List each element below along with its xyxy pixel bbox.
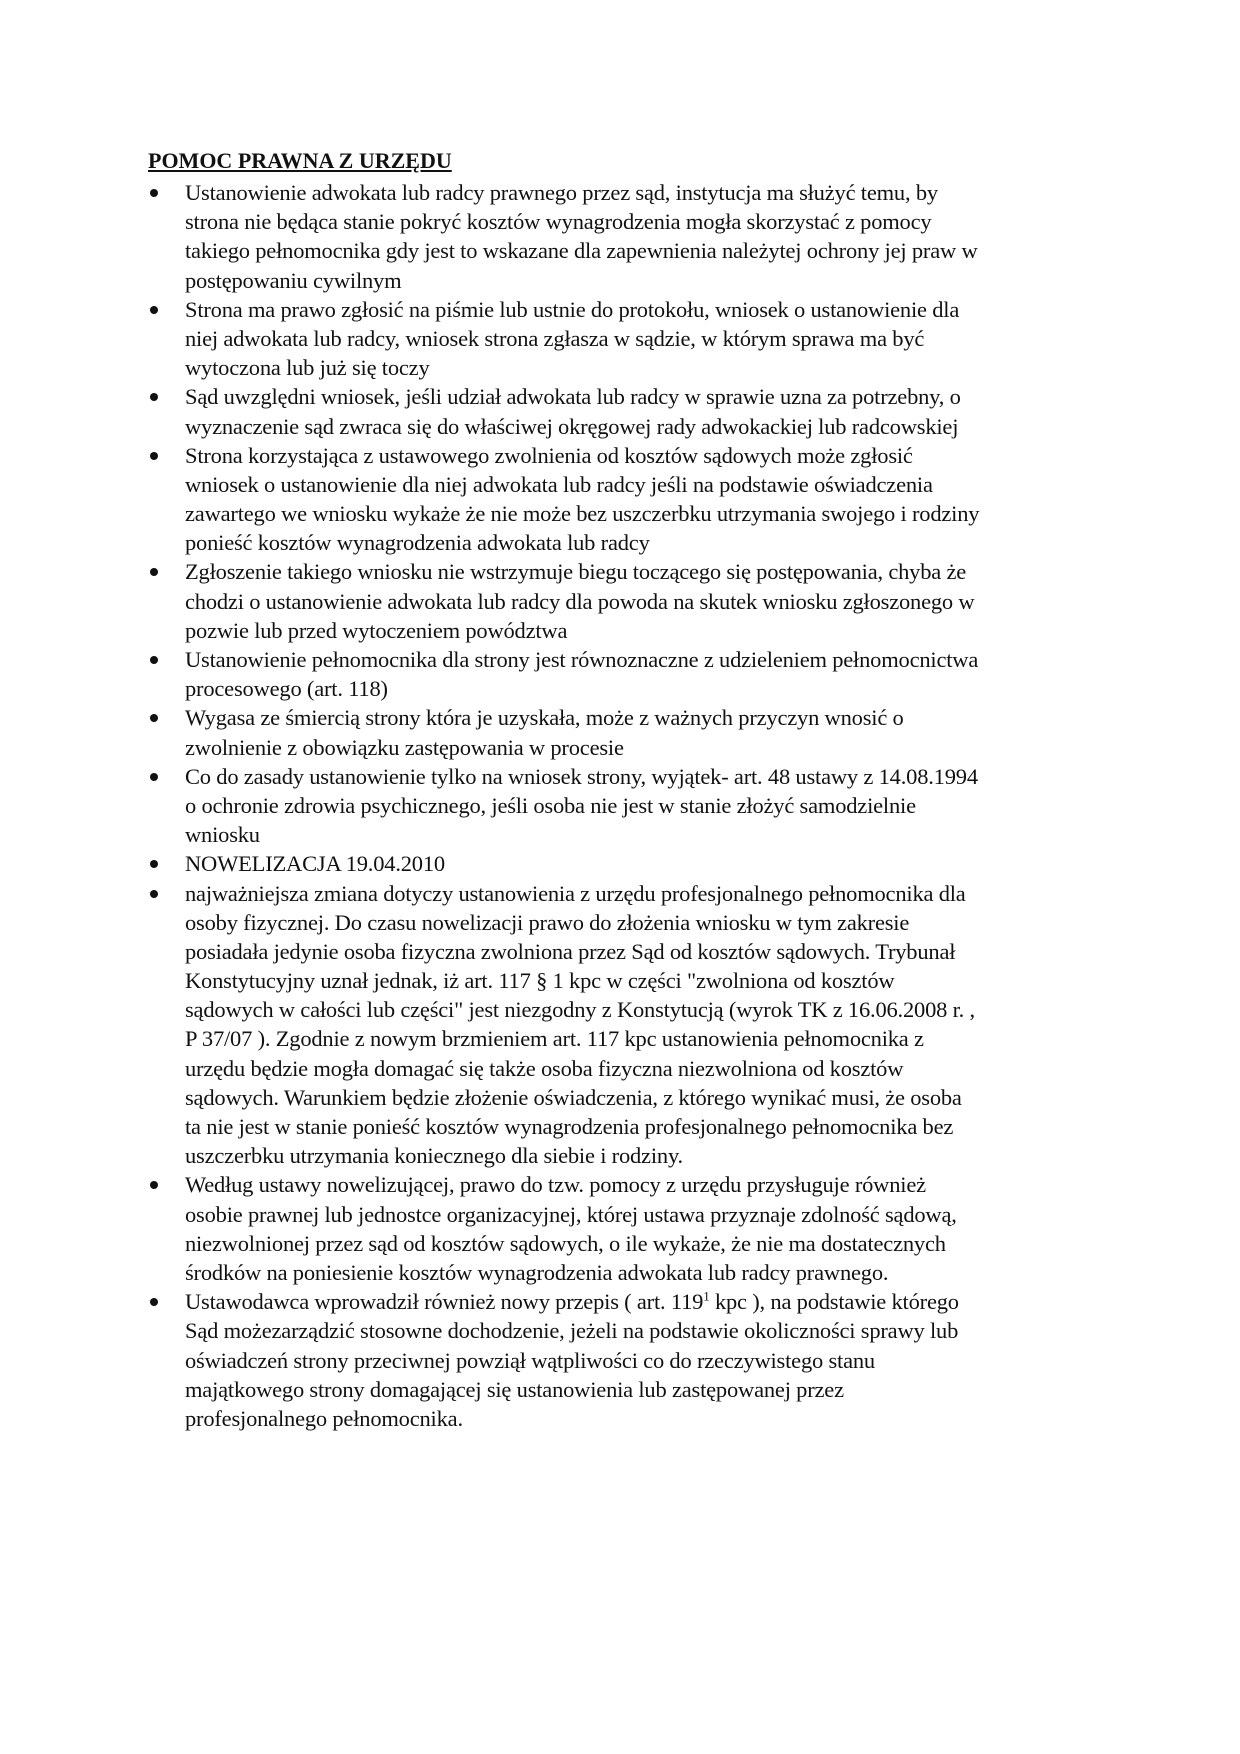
list-item xyxy=(148,762,1108,850)
text-line: wniosek o ustanowienie dla niej adwokata lub radcy jeśli na podstawie oświadczenia xyxy=(185,471,933,497)
document-page xyxy=(148,146,1108,1433)
bullet-icon xyxy=(150,452,158,460)
bullet-icon xyxy=(150,656,158,664)
bullet-icon xyxy=(150,306,158,314)
text-line: wniosku xyxy=(185,822,260,848)
bullet-icon xyxy=(150,714,158,722)
list-item xyxy=(148,849,1108,878)
text-line: niej adwokata lub radcy, wniosek strona zgłasza w sądzie, w którym sprawa ma być xyxy=(185,325,925,351)
text-line: zawartego we wniosku wykaże że nie może bez uszczerbku utrzymania swojego i rodziny xyxy=(185,501,980,527)
text-line: wytoczona lub już się toczy xyxy=(185,355,430,381)
text-line: uszczerbku utrzymania koniecznego dla siebie i rodziny. xyxy=(185,1143,683,1169)
text-line: oświadczeń strony przeciwnej powziął wątpliwości co do rzeczywistego stanu xyxy=(185,1347,875,1373)
list-item xyxy=(148,879,1108,1171)
text-line: niezwolnionej przez sąd od kosztów sądowych, o ile wykaże, że nie ma dostatecznych xyxy=(185,1230,946,1256)
text-line: Wygasa ze śmiercią strony która je uzyskała, może z ważnych przyczyn wnosić o xyxy=(185,705,904,731)
bullet-list xyxy=(148,178,1108,1433)
bullet-icon xyxy=(150,1181,158,1189)
text-line: osobie prawnej lub jednostce organizacyjnej, której ustawa przyznaje zdolność sądową, xyxy=(185,1201,957,1227)
text-line: takiego pełnomocnika gdy jest to wskazane dla zapewnienia należytej ochrony jej praw w xyxy=(185,238,978,264)
text-line: ta nie jest w stanie ponieść kosztów wynagrodzenia profesjonalnego pełnomocnika bez xyxy=(185,1114,954,1139)
bullet-icon xyxy=(150,1298,158,1306)
list-item xyxy=(148,557,1108,645)
text-line: sądowych. Warunkiem będzie złożenie oświadczenia, z którego wynikać musi, że osoba xyxy=(185,1084,962,1110)
text-line: ponieść kosztów wynagrodzenia adwokata lub radcy xyxy=(185,530,650,556)
bullet-icon xyxy=(150,860,158,868)
text-line: chodzi o ustanowienie adwokata lub radcy dla powoda na skutek wniosku zgłoszonego w xyxy=(185,588,975,614)
bullet-icon xyxy=(150,568,158,576)
superscript: 1 xyxy=(703,1288,710,1304)
list-item xyxy=(148,441,1108,558)
text-line: Ustanowienie adwokata lub radcy prawnego przez sąd, instytucja ma służyć temu, by xyxy=(185,180,938,205)
bullet-icon xyxy=(150,189,158,197)
text-line: środków na poniesienie kosztów wynagrodzenia adwokata lub radcy prawnego. xyxy=(185,1259,889,1285)
list-item xyxy=(148,382,1108,440)
text-span: Ustawodawca wprowadził również nowy przepis ( art. 119 xyxy=(185,1289,704,1315)
text-line: wyznaczenie sąd zwraca się do właściwej okręgowej rady adwokackiej lub radcowskiej xyxy=(185,413,959,439)
list-item xyxy=(148,178,1108,295)
list-item xyxy=(148,645,1108,703)
text-line: NOWELIZACJA 19.04.2010 xyxy=(185,851,445,877)
text-line: o ochronie zdrowia psychicznego, jeśli osoba nie jest w stanie złożyć samodzielnie xyxy=(185,792,916,818)
document-title: POMOC PRAWNA Z URZĘDU xyxy=(148,148,452,173)
text-line: strona nie będąca stanie pokryć kosztów wynagrodzenia mogła skorzystać z pomocy xyxy=(185,209,932,235)
list-item xyxy=(148,1287,1108,1433)
text-line: procesowego (art. 118) xyxy=(185,676,388,702)
text-line: P 37/07 ). Zgodnie z nowym brzmieniem art. 117 kpc ustanowienia pełnomocnika z xyxy=(185,1026,924,1052)
text-line: sądowych w całości lub części" jest niezgodny z Konstytucją (wyrok TK z 16.06.2008 r. , xyxy=(185,997,975,1023)
text-line: Sąd możezarządzić stosowne dochodzenie, jeżeli na podstawie okoliczności sprawy lub xyxy=(185,1318,959,1344)
text-line: pozwie lub przed wytoczeniem powództwa xyxy=(185,617,568,643)
text-line: profesjonalnego pełnomocnika. xyxy=(185,1405,463,1431)
text-line xyxy=(185,1287,1108,1316)
bullet-icon xyxy=(150,890,158,898)
text-line: Zgłoszenie takiego wniosku nie wstrzymuje biegu toczącego się postępowania, chyba że xyxy=(185,559,967,585)
text-line: najważniejsza zmiana dotyczy ustanowienia z urzędu profesjonalnego pełnomocnika dla xyxy=(185,880,966,906)
text-line: Co do zasady ustanowienie tylko na wniosek strony, wyjątek- art. 48 ustawy z 14.08.1994 xyxy=(185,763,978,789)
bullet-icon xyxy=(150,393,158,401)
text-line: Sąd uwzględni wniosek, jeśli udział adwokata lub radcy w sprawie uzna za potrzebny, o xyxy=(185,384,961,410)
text-line: posiadała jedynie osoba fizyczna zwolniona przez Sąd od kosztów sądowych. Trybunał xyxy=(185,938,956,964)
text-line: postępowaniu cywilnym xyxy=(185,267,402,293)
bullet-icon xyxy=(150,773,158,781)
text-line: osoby fizycznej. Do czasu nowelizacji prawo do złożenia wniosku w tym zakresie xyxy=(185,909,910,935)
list-item xyxy=(148,295,1108,383)
text-line: Strona ma prawo zgłosić na piśmie lub ustnie do protokołu, wniosek o ustanowienie dla xyxy=(185,296,960,322)
text-span: kpc ), na podstawie którego xyxy=(709,1289,959,1315)
text-line: Strona korzystająca z ustawowego zwolnienia od kosztów sądowych może zgłosić xyxy=(185,442,913,468)
text-line: Konstytucyjny uznał jednak, iż art. 117 § 1 kpc w części "zwolniona od kosztów xyxy=(185,968,895,994)
text-line: Według ustawy nowelizującej, prawo do tzw. pomocy z urzędu przysługuje również xyxy=(185,1172,926,1198)
list-item xyxy=(148,1170,1108,1287)
text-line: majątkowego strony domagającej się ustanowienia lub zastępowanej przez xyxy=(185,1376,844,1402)
text-line: urzędu będzie mogła domagać się także osoba fizyczna niezwolniona od kosztów xyxy=(185,1055,904,1081)
text-line: Ustanowienie pełnomocnika dla strony jest równoznaczne z udzieleniem pełnomocnictwa xyxy=(185,647,979,672)
text-line: zwolnienie z obowiązku zastępowania w procesie xyxy=(185,734,624,760)
list-item xyxy=(148,703,1108,761)
